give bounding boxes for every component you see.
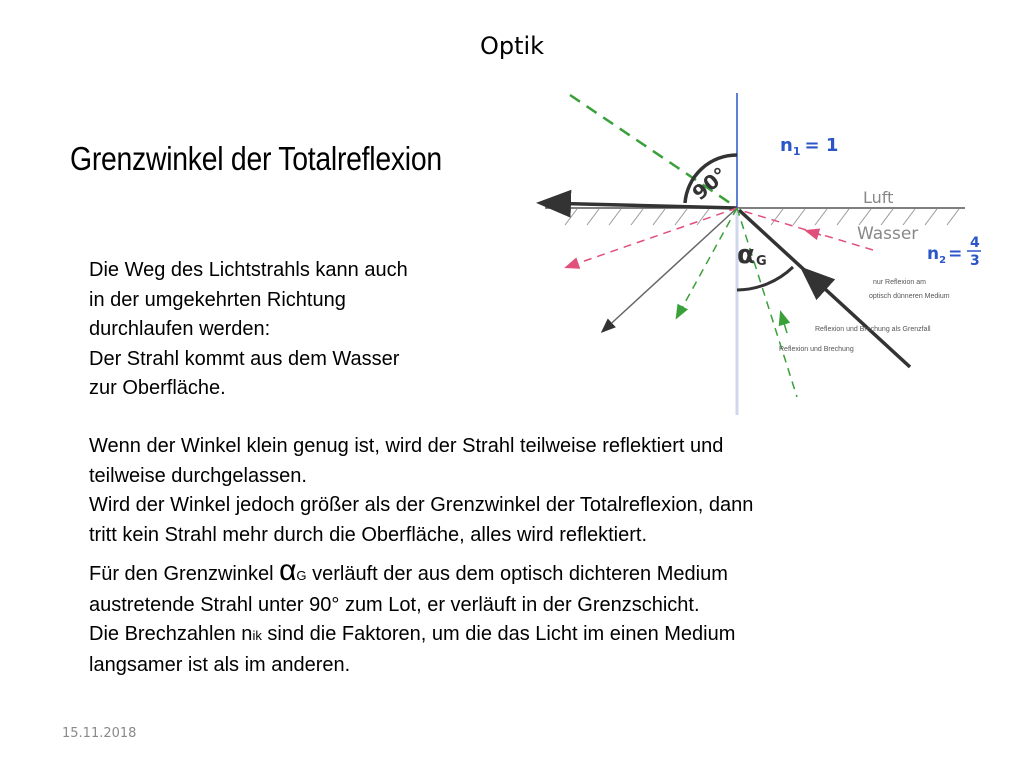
n-subscript: ik: [252, 628, 262, 643]
n1-symbol: n: [780, 135, 793, 156]
legend-total-reflection-2: optisch dünneren Medium: [869, 293, 950, 300]
text-line: teilweise durchgelassen.: [89, 464, 307, 487]
text-line: Die Weg des Lichtstrahls kann auch: [89, 259, 408, 281]
luft-label: Luft: [863, 188, 894, 207]
paragraph-critical-angle: [89, 554, 969, 680]
text-line: langsamer ist als im anderen.: [89, 653, 351, 676]
critical-ray-arrow: [805, 271, 825, 289]
text-line: [89, 620, 969, 651]
alpha-g-subscript: G: [756, 254, 767, 269]
n2-label: [927, 244, 962, 266]
paragraph-angle: [89, 432, 969, 550]
green-arrow-lower: [781, 313, 787, 333]
n2-subscript: 2: [939, 255, 947, 266]
text-fragment: Die Brechzahlen n: [89, 623, 253, 645]
green-dashed-ray-water: [677, 208, 737, 317]
text-line: Der Strahl kommt aus dem Wasser: [89, 347, 400, 370]
text-fragment: Für den Grenzwinkel: [89, 563, 280, 585]
text-line: in der umgekehrten Richtung: [89, 288, 346, 311]
alpha-g-arc: [737, 267, 793, 290]
n2-numerator: 4: [970, 235, 980, 251]
n1-subscript: 1: [792, 145, 801, 158]
n2-denominator: 3: [970, 253, 980, 269]
text-line: austretende Strahl unter 90° zum Lot, er verläuft in der Grenzschicht.: [89, 593, 700, 616]
alpha-subscript: G: [296, 568, 307, 583]
wasser-label: Wasser: [857, 224, 919, 244]
text-line: Wenn der Winkel klein genug ist, wird der Strahl teilweise reflektiert und: [89, 435, 724, 457]
n2-equals: =: [948, 244, 963, 264]
slide-title: Grenzwinkel der Totalreflexion: [70, 140, 442, 177]
n1-label: [780, 135, 838, 158]
text-fragment: sind die Faktoren, um die das Licht im einen Medium: [261, 623, 736, 645]
legend-refraction: Reflexion und Brechung: [779, 346, 854, 353]
angle-90-label: 90°: [687, 162, 732, 205]
reflected-ray: [603, 208, 737, 331]
footer-date: 15.11.2018: [62, 726, 137, 741]
text-line: durchlaufen werden:: [89, 318, 271, 340]
alpha-symbol: α: [279, 554, 297, 587]
legend-total-reflection-1: nur Reflexion am: [873, 279, 926, 286]
text-line: [89, 554, 969, 591]
text-line: Wird der Winkel jedoch größer als der Grenzwinkel der Totalreflexion, dann: [89, 494, 754, 516]
refraction-diagram: [525, 85, 985, 425]
text-line: tritt kein Strahl mehr durch die Oberfläche, alles wird reflektiert.: [89, 523, 647, 546]
text-line: zur Oberfläche.: [89, 377, 226, 399]
n2-symbol: n: [927, 244, 940, 264]
legend-limit-case: Reflexion und Brechung als Grenzfall: [815, 326, 931, 333]
paragraph-direction: [89, 256, 509, 404]
header-title: Optik: [479, 32, 545, 60]
n1-value: = 1: [804, 135, 839, 156]
text-fragment: verläuft der aus dem optisch dichteren Medium: [312, 563, 728, 585]
alpha-g-symbol: α: [737, 240, 755, 270]
